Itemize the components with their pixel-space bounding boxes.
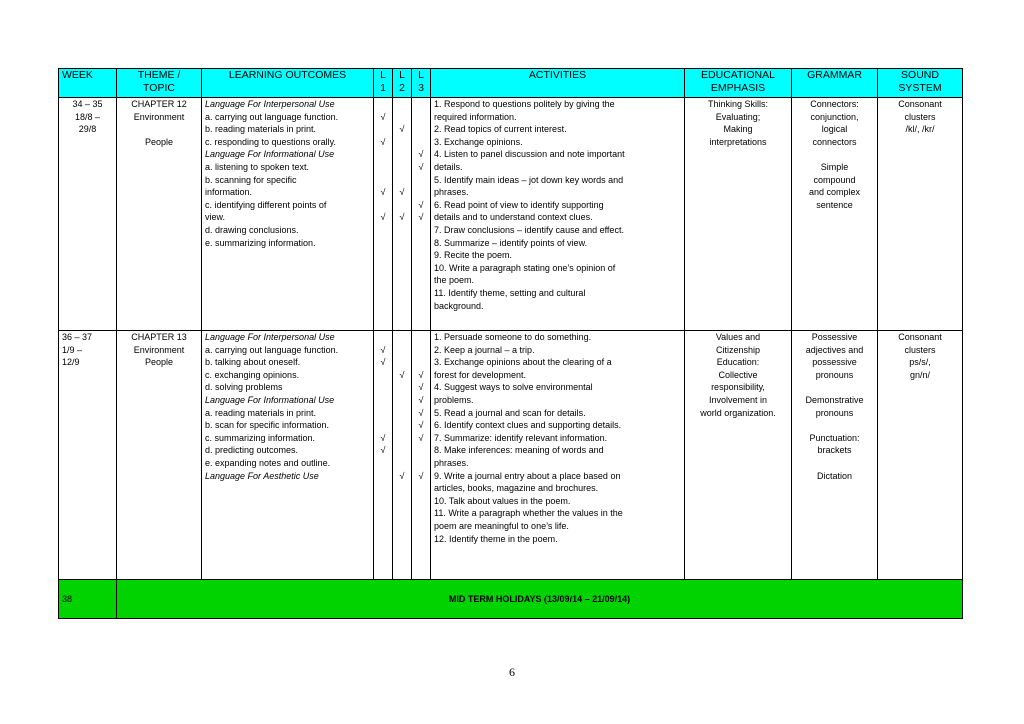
header-sound: SOUND SYSTEM bbox=[878, 69, 963, 98]
outcome-item: d. drawing conclusions. bbox=[205, 224, 299, 235]
cell-line bbox=[396, 356, 408, 369]
cell-line: 8. Summarize – identify points of view. bbox=[434, 237, 588, 248]
cell-line: 3. Exchange opinions. bbox=[434, 136, 523, 147]
cell-line: details. bbox=[434, 161, 463, 172]
cell-line bbox=[377, 123, 389, 136]
cell-line: interpretations bbox=[709, 136, 767, 147]
cell-line: /kl/, /kr/ bbox=[905, 124, 935, 135]
tick-mark: √ bbox=[418, 394, 424, 405]
emphasis-cell bbox=[685, 98, 792, 331]
cell-line bbox=[396, 444, 408, 457]
cell-line bbox=[377, 174, 389, 187]
cell-line bbox=[396, 98, 408, 111]
cell-line: brackets bbox=[817, 445, 852, 456]
header-week: WEEK bbox=[59, 69, 117, 98]
outcome-item: d. solving problems bbox=[205, 382, 283, 393]
cell-line: ps/s/, bbox=[909, 357, 931, 368]
cell-line bbox=[415, 98, 427, 111]
tick-mark: √ bbox=[380, 445, 386, 456]
cell-line: required information. bbox=[434, 111, 517, 122]
cell-line bbox=[377, 470, 389, 483]
header-grammar: GRAMMAR bbox=[792, 69, 878, 98]
cell-line: possessive bbox=[812, 357, 857, 368]
cell-line bbox=[795, 381, 874, 394]
cell-line: Education: bbox=[716, 357, 760, 368]
theme-cell bbox=[117, 331, 202, 580]
cell-line bbox=[415, 136, 427, 149]
cell-line: 8. Make inferences: meaning of words and bbox=[434, 445, 604, 456]
tick-mark: √ bbox=[418, 420, 424, 431]
cell-line: Possessive bbox=[811, 332, 858, 342]
header-l1: L 1 bbox=[374, 69, 393, 98]
cell-line bbox=[396, 457, 408, 470]
cell-line: 5. Read a journal and scan for details. bbox=[434, 407, 586, 418]
cell-line bbox=[396, 407, 408, 420]
outcome-item: c. summarizing information. bbox=[205, 432, 316, 443]
header-row bbox=[59, 69, 963, 98]
cell-line bbox=[377, 199, 389, 212]
cell-line: Evaluating; bbox=[715, 111, 761, 122]
outcome-item: c. exchanging opinions. bbox=[205, 369, 300, 380]
cell-line: the poem. bbox=[434, 275, 475, 286]
cell-line: world organization. bbox=[700, 407, 776, 418]
sound-cell bbox=[878, 331, 963, 580]
outcome-item: b. scan for specific information. bbox=[205, 420, 330, 431]
outcome-item: a. carrying out language function. bbox=[205, 111, 339, 122]
tick-mark: √ bbox=[418, 149, 424, 160]
cell-line bbox=[377, 407, 389, 420]
cell-line bbox=[377, 419, 389, 432]
cell-line bbox=[415, 186, 427, 199]
tick-mark: √ bbox=[399, 212, 405, 223]
tick-mark: √ bbox=[380, 187, 386, 198]
l3-tick-cell bbox=[412, 331, 431, 580]
cell-line: sentence bbox=[816, 199, 853, 210]
cell-line: 9. Recite the poem. bbox=[434, 250, 513, 261]
cell-line bbox=[795, 419, 874, 432]
l2-tick-cell bbox=[393, 331, 412, 580]
cell-line: 1. Persuade someone to do something. bbox=[434, 332, 592, 342]
cell-line: connectors bbox=[812, 136, 857, 147]
cell-line bbox=[377, 148, 389, 161]
cell-line: 5. Identify main ideas – jot down key words and bbox=[434, 174, 624, 185]
cell-line: 1. Respond to questions politely by giving the bbox=[434, 99, 615, 109]
tick-mark: √ bbox=[418, 407, 424, 418]
cell-line: 10. Talk about values in the poem. bbox=[434, 495, 571, 506]
page-number: 6 bbox=[509, 665, 515, 679]
cell-line bbox=[415, 123, 427, 136]
cell-line: pronouns bbox=[815, 369, 854, 380]
cell-line: 7. Draw conclusions – identify cause and effect. bbox=[434, 224, 624, 235]
outcome-item: a. reading materials in print. bbox=[205, 407, 317, 418]
outcome-heading: Language For Informational Use bbox=[205, 394, 335, 405]
outcome-heading: Language For Informational Use bbox=[205, 149, 335, 160]
header-outcomes: LEARNING OUTCOMES bbox=[202, 69, 374, 98]
cell-line: problems. bbox=[434, 394, 474, 405]
cell-line: 7. Summarize: identify relevant information. bbox=[434, 432, 608, 443]
cell-line bbox=[377, 331, 389, 344]
cell-line: 36 – 37 bbox=[62, 332, 93, 342]
cell-line: 1/9 – bbox=[62, 344, 83, 355]
outcome-item: a. listening to spoken text. bbox=[205, 161, 310, 172]
cell-line: 29/8 bbox=[78, 124, 97, 135]
tick-mark: √ bbox=[418, 212, 424, 223]
theme-cell bbox=[117, 98, 202, 331]
cell-line bbox=[396, 432, 408, 445]
table-row bbox=[59, 98, 963, 331]
tick-mark: √ bbox=[399, 470, 405, 481]
cell-line: 18/8 – bbox=[74, 111, 101, 122]
tick-mark: √ bbox=[418, 199, 424, 210]
cell-line: Consonant bbox=[898, 332, 942, 342]
cell-line: Consonant bbox=[898, 99, 942, 109]
cell-line: clusters bbox=[904, 111, 936, 122]
cell-line bbox=[377, 457, 389, 470]
cell-line: 11. Identify theme, setting and cultural bbox=[434, 287, 586, 298]
scheme-of-work-table bbox=[58, 68, 963, 619]
cell-line bbox=[795, 457, 874, 470]
holiday-label: MID TERM HOLIDAYS (13/09/14 – 21/09/14) bbox=[117, 580, 963, 619]
cell-line bbox=[396, 394, 408, 407]
cell-line: 6. Identify context clues and supporting details. bbox=[434, 420, 622, 431]
cell-line bbox=[396, 344, 408, 357]
cell-line: 12/9 bbox=[62, 357, 80, 368]
cell-line: phrases. bbox=[434, 187, 469, 198]
tick-mark: √ bbox=[418, 161, 424, 172]
cell-line: 12. Identify theme in the poem. bbox=[434, 533, 558, 544]
holiday-week: 38 bbox=[59, 580, 117, 619]
table-row bbox=[59, 331, 963, 580]
cell-line bbox=[415, 457, 427, 470]
header-l3: L 3 bbox=[412, 69, 431, 98]
cell-line bbox=[396, 419, 408, 432]
outcome-item: e. summarizing information. bbox=[205, 237, 316, 248]
cell-line: responsibility, bbox=[711, 382, 765, 393]
tick-mark: √ bbox=[380, 357, 386, 368]
tick-mark: √ bbox=[380, 212, 386, 223]
cell-line bbox=[415, 344, 427, 357]
cell-line: compound bbox=[813, 174, 856, 185]
cell-line: forest for development. bbox=[434, 369, 527, 380]
outcome-item: information. bbox=[205, 187, 253, 198]
outcome-item: a. carrying out language function. bbox=[205, 344, 339, 355]
tick-mark: √ bbox=[380, 136, 386, 147]
cell-line: CHAPTER 12 bbox=[131, 99, 187, 109]
cell-line: 11. Write a paragraph whether the values in the bbox=[434, 508, 623, 519]
tick-mark: √ bbox=[418, 470, 424, 481]
tick-mark: √ bbox=[399, 124, 405, 135]
cell-line: Connectors: bbox=[810, 99, 859, 109]
cell-line: adjectives and bbox=[805, 344, 864, 355]
tick-mark: √ bbox=[399, 187, 405, 198]
outcome-heading: Language For Interpersonal Use bbox=[205, 332, 335, 342]
cell-line: 4. Listen to panel discussion and note important bbox=[434, 149, 625, 160]
cell-line: Demonstrative bbox=[805, 394, 864, 405]
cell-line: phrases. bbox=[434, 457, 469, 468]
outcome-heading: Language For Aesthetic Use bbox=[205, 470, 319, 481]
cell-line: 2. Read topics of current interest. bbox=[434, 124, 567, 135]
header-l2: L 2 bbox=[393, 69, 412, 98]
cell-line: gn/n/ bbox=[909, 369, 931, 380]
cell-line: Involvement in bbox=[708, 394, 768, 405]
cell-line: CHAPTER 13 bbox=[131, 332, 187, 342]
cell-line bbox=[396, 199, 408, 212]
outcome-item: view. bbox=[205, 212, 226, 223]
tick-mark: √ bbox=[380, 344, 386, 355]
header-theme: THEME / TOPIC bbox=[117, 69, 202, 98]
cell-line bbox=[120, 123, 198, 136]
tick-mark: √ bbox=[399, 369, 405, 380]
activities-cell bbox=[431, 98, 685, 331]
cell-line: poem are meaningful to one’s life. bbox=[434, 520, 569, 531]
cell-line: background. bbox=[434, 300, 484, 311]
header-activities: ACTIVITIES bbox=[431, 69, 685, 98]
holiday-row bbox=[59, 580, 963, 619]
cell-line bbox=[415, 331, 427, 344]
tick-mark: √ bbox=[418, 369, 424, 380]
cell-line: Thinking Skills: bbox=[707, 99, 769, 109]
cell-line: details and to understand context clues. bbox=[434, 212, 593, 223]
cell-line: Making bbox=[723, 124, 753, 135]
grammar-cell bbox=[792, 331, 878, 580]
cell-line: People bbox=[144, 136, 174, 147]
cell-line: pronouns bbox=[815, 407, 854, 418]
tick-mark: √ bbox=[380, 111, 386, 122]
cell-line bbox=[415, 174, 427, 187]
week-cell bbox=[59, 98, 117, 331]
outcome-item: b. talking about oneself. bbox=[205, 357, 301, 368]
cell-line: logical bbox=[821, 124, 848, 135]
outcome-item: e. expanding notes and outline. bbox=[205, 457, 331, 468]
tick-mark: √ bbox=[380, 432, 386, 443]
cell-line bbox=[377, 98, 389, 111]
emphasis-cell bbox=[685, 331, 792, 580]
cell-line bbox=[396, 174, 408, 187]
outcome-heading: Language For Interpersonal Use bbox=[205, 99, 335, 109]
sound-cell bbox=[878, 98, 963, 331]
outcome-item: b. scanning for specific bbox=[205, 174, 297, 185]
cell-line: Environment bbox=[133, 344, 185, 355]
cell-line: Environment bbox=[133, 111, 185, 122]
cell-line: 2. Keep a journal – a trip. bbox=[434, 344, 535, 355]
outcome-item: d. predicting outcomes. bbox=[205, 445, 299, 456]
outcome-item: b. reading materials in print. bbox=[205, 124, 317, 135]
l1-tick-cell bbox=[374, 98, 393, 331]
cell-line: Collective bbox=[718, 369, 758, 380]
cell-line: articles, books, magazine and brochures. bbox=[434, 483, 599, 494]
cell-line bbox=[396, 111, 408, 124]
outcomes-cell bbox=[202, 331, 374, 580]
cell-line bbox=[396, 381, 408, 394]
week-cell bbox=[59, 331, 117, 580]
cell-line bbox=[415, 111, 427, 124]
cell-line bbox=[396, 148, 408, 161]
cell-line: People bbox=[144, 357, 174, 368]
cell-line: Citizenship bbox=[715, 344, 761, 355]
cell-line bbox=[795, 148, 874, 161]
cell-line bbox=[396, 161, 408, 174]
outcome-item: c. identifying different points of bbox=[205, 199, 327, 210]
cell-line: 9. Write a journal entry about a place based on bbox=[434, 470, 621, 481]
l3-tick-cell bbox=[412, 98, 431, 331]
cell-line bbox=[377, 381, 389, 394]
cell-line: Punctuation: bbox=[809, 432, 860, 443]
cell-line: 3. Exchange opinions about the clearing of a bbox=[434, 357, 612, 368]
cell-line: 4. Suggest ways to solve environmental bbox=[434, 382, 593, 393]
outcomes-cell bbox=[202, 98, 374, 331]
tick-mark: √ bbox=[418, 382, 424, 393]
l2-tick-cell bbox=[393, 98, 412, 331]
cell-line: 6. Read point of view to identify supporting bbox=[434, 199, 604, 210]
cell-line: and complex bbox=[808, 187, 861, 198]
cell-line: conjunction, bbox=[810, 111, 859, 122]
cell-line bbox=[415, 356, 427, 369]
grammar-cell bbox=[792, 98, 878, 331]
cell-line bbox=[396, 136, 408, 149]
cell-line bbox=[415, 444, 427, 457]
cell-line bbox=[377, 394, 389, 407]
tick-mark: √ bbox=[418, 432, 424, 443]
cell-line: clusters bbox=[904, 344, 936, 355]
l1-tick-cell bbox=[374, 331, 393, 580]
cell-line: 10. Write a paragraph stating one’s opinion of bbox=[434, 262, 616, 273]
cell-line bbox=[396, 331, 408, 344]
cell-line: Values and bbox=[715, 332, 761, 342]
header-emphasis: EDUCATIONAL EMPHASIS bbox=[685, 69, 792, 98]
cell-line bbox=[377, 161, 389, 174]
outcome-item: c. responding to questions orally. bbox=[205, 136, 336, 147]
cell-line: Simple bbox=[820, 161, 849, 172]
activities-cell bbox=[431, 331, 685, 580]
cell-line bbox=[377, 369, 389, 382]
cell-line: Dictation bbox=[816, 470, 852, 481]
cell-line: 34 – 35 bbox=[72, 99, 103, 109]
